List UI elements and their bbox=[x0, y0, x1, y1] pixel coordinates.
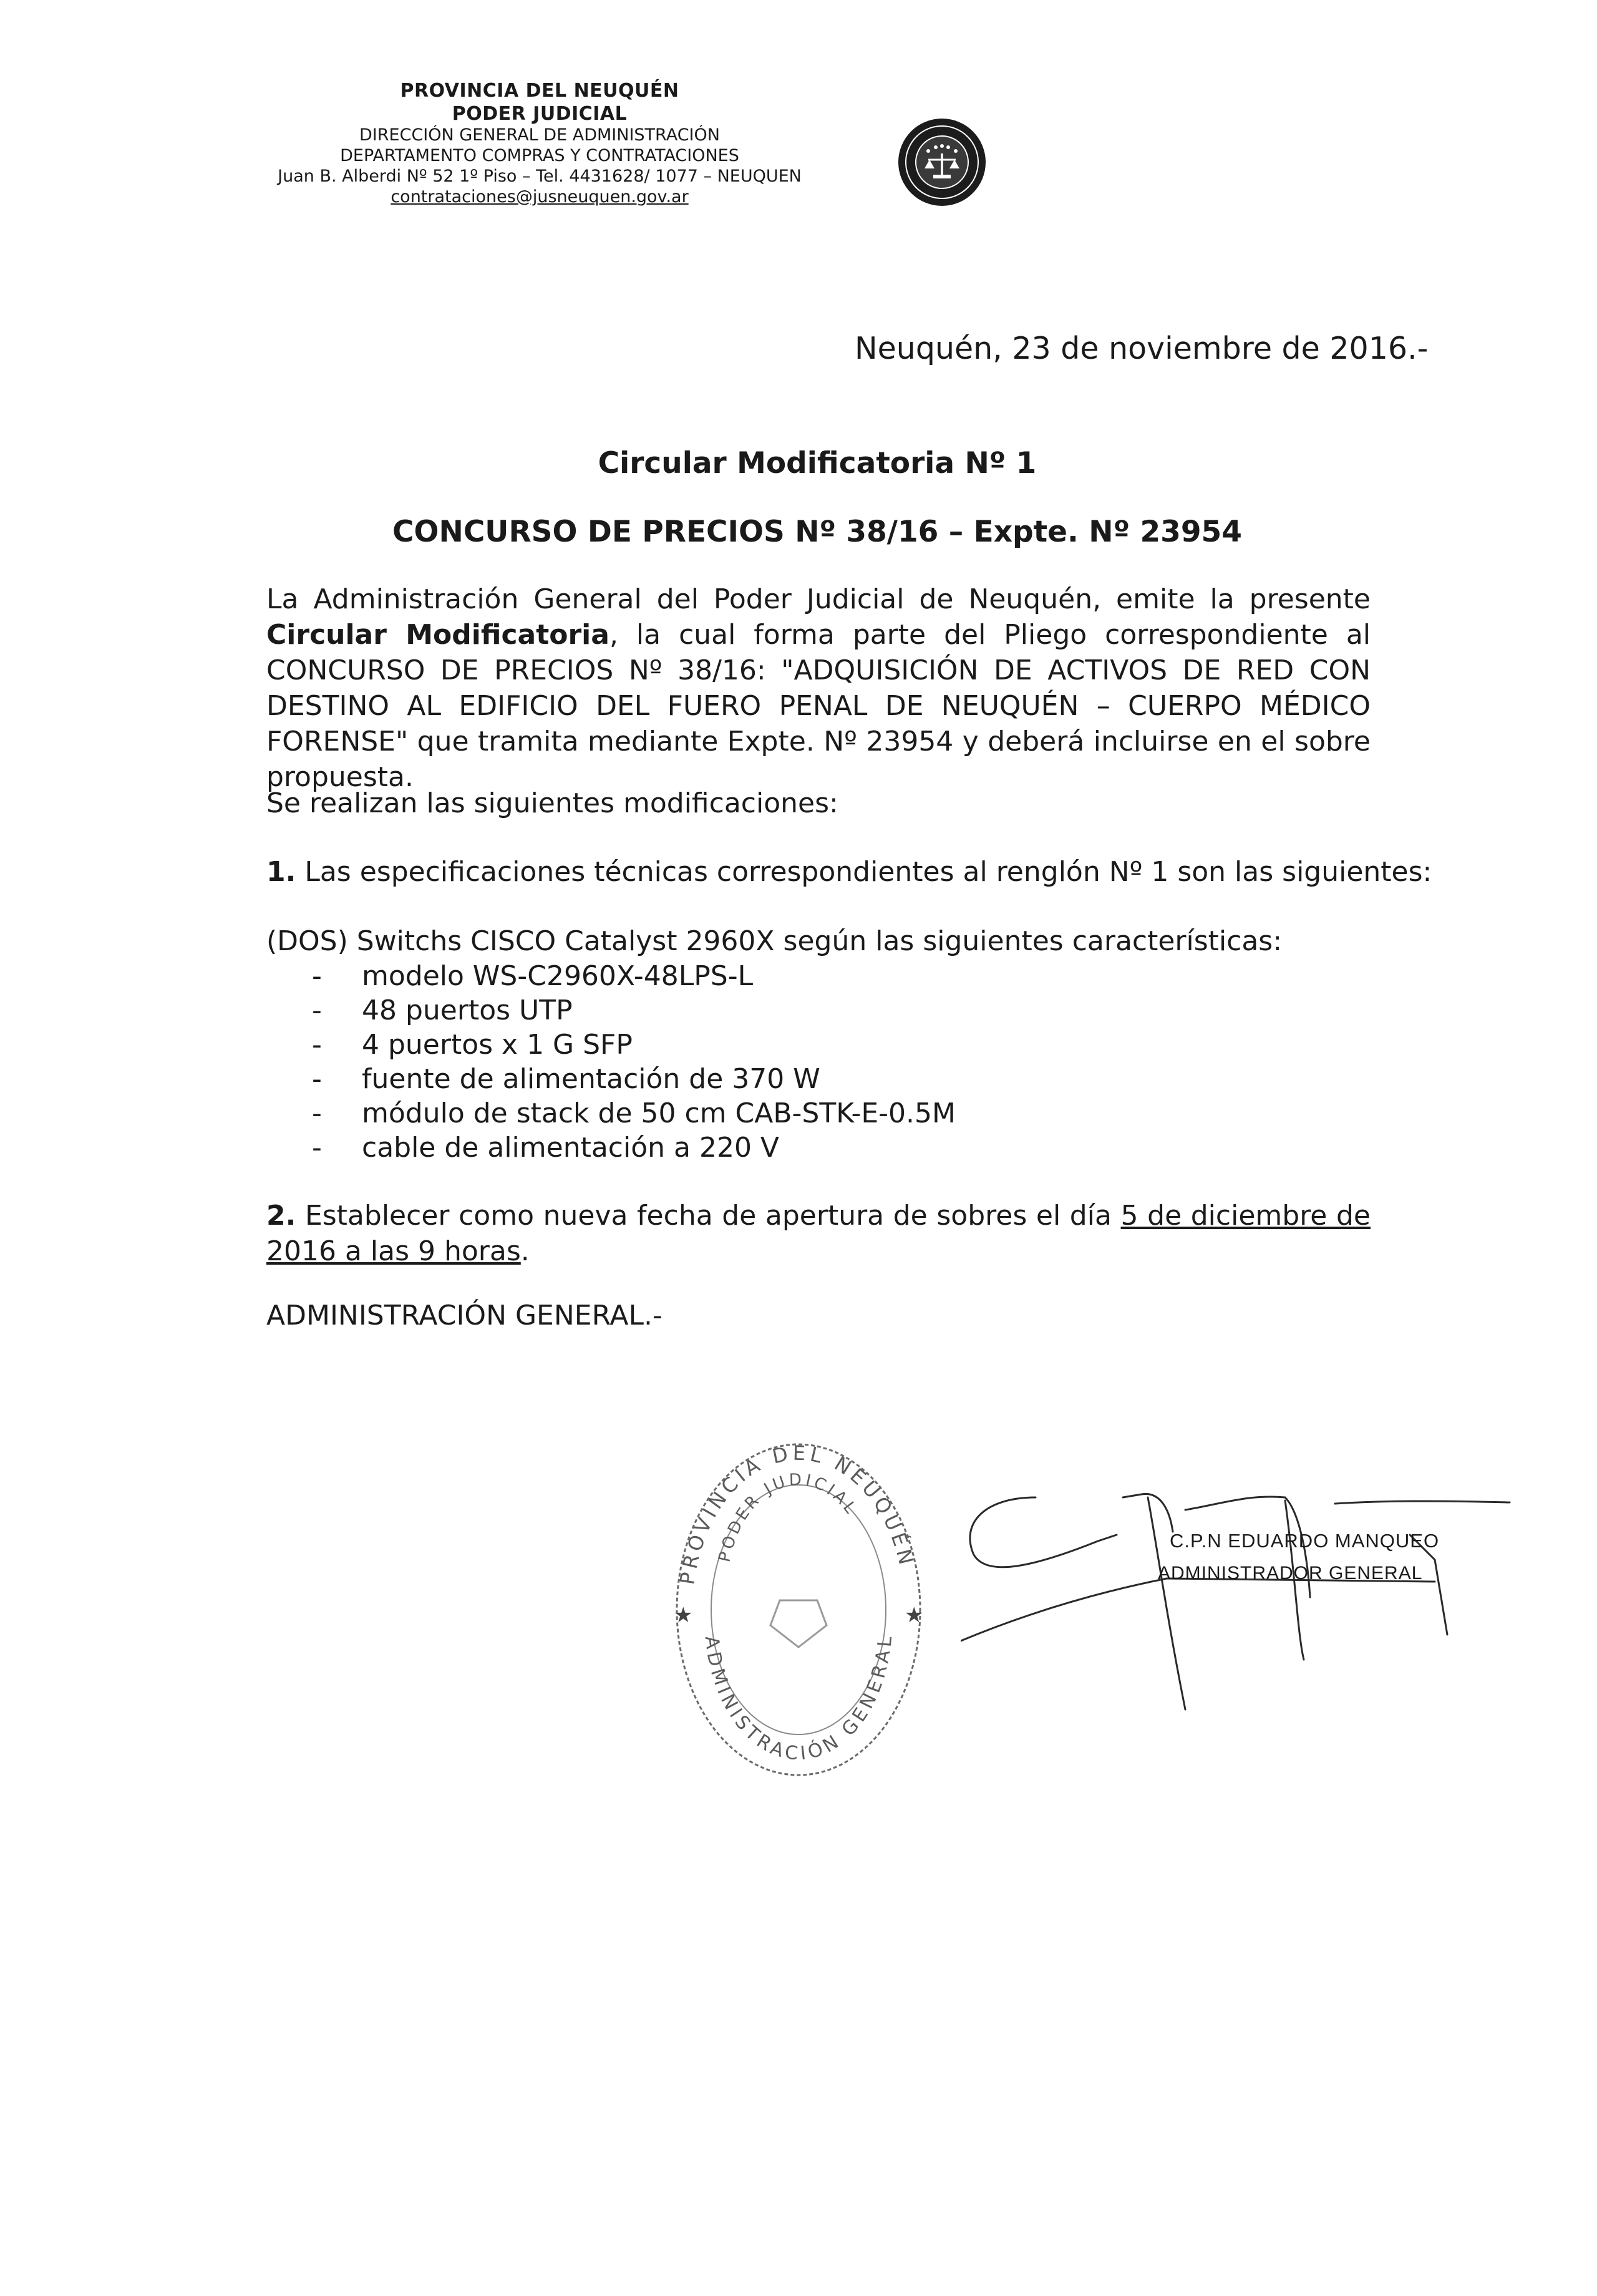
item-2-number: 2. bbox=[266, 1200, 296, 1232]
signatory-name: C.P.N EDUARDO MANQUEO bbox=[1170, 1530, 1440, 1552]
official-stamp-icon bbox=[667, 1435, 930, 1784]
item-2-date: 5 de diciembre de 2016 a las 9 horas bbox=[266, 1200, 1371, 1267]
judicial-crest-icon bbox=[885, 112, 1000, 212]
spec-text: cable de alimentación a 220 V bbox=[362, 1132, 780, 1164]
svg-text:★: ★ bbox=[905, 1603, 924, 1628]
list-item bbox=[312, 959, 956, 993]
item-2-text: Establecer como nueva fecha de apertura de sobres el día bbox=[296, 1200, 1121, 1232]
svg-text:PODER JUDICIAL: PODER JUDICIAL bbox=[715, 1470, 862, 1564]
dash-bullet: - bbox=[312, 1029, 322, 1061]
letterhead-address: Juan B. Alberdi Nº 52 1º Piso – Tel. 4431628/ 1077 – NEUQUEN bbox=[278, 167, 802, 187]
item-1 bbox=[266, 856, 1432, 888]
svg-text:ADMINISTRACIÓN GENERAL: ADMINISTRACIÓN GENERAL bbox=[700, 1632, 897, 1765]
item-1-text: Las especificaciones técnicas correspondientes al renglón Nº 1 son las siguientes: bbox=[296, 856, 1432, 888]
intro-paragraph bbox=[266, 581, 1371, 795]
item-1-number: 1. bbox=[266, 856, 296, 888]
spec-list bbox=[312, 959, 956, 1165]
document-date: Neuquén, 23 de noviembre de 2016.- bbox=[855, 331, 1429, 366]
closing-line: ADMINISTRACIÓN GENERAL.- bbox=[266, 1300, 663, 1331]
spec-text: módulo de stack de 50 cm CAB-STK-E-0.5M bbox=[362, 1097, 956, 1129]
intro-bold-text: Circular Modificatoria bbox=[266, 619, 609, 651]
intro-text-end: , la cual forma parte del Pliego correspondiente al CONCURSO DE PRECIOS Nº 38/16: "ADQUISICIÓN DE ACTIVOS DE RED CON DESTINO AL EDIFICIO DEL FUERO PENAL DE NEUQUÉN – CUERPO MÉDICO FORENSE" que tramita mediante Expte. Nº 23954 y deberá incluirse en el sobre propuesta. bbox=[266, 619, 1371, 793]
intro-text-start: La Administración General del Poder Judicial de Neuquén, emite la presente bbox=[266, 583, 1371, 615]
dash-bullet: - bbox=[312, 1132, 322, 1164]
spec-text: modelo WS-C2960X-48LPS-L bbox=[362, 960, 754, 992]
document-subtitle: CONCURSO DE PRECIOS Nº 38/16 – Expte. Nº 23954 bbox=[392, 515, 1242, 549]
specs-intro: (DOS) Switchs CISCO Catalyst 2960X según las siguientes características: bbox=[266, 925, 1283, 957]
letterhead-department: DEPARTAMENTO COMPRAS Y CONTRATACIONES bbox=[340, 146, 739, 166]
dash-bullet: - bbox=[312, 960, 322, 992]
document-title: Circular Modificatoria Nº 1 bbox=[598, 446, 1037, 480]
letterhead-email[interactable]: contrataciones@jusneuquen.gov.ar bbox=[391, 187, 689, 207]
list-item bbox=[312, 993, 956, 1028]
item-2 bbox=[266, 1198, 1371, 1269]
list-item bbox=[312, 1028, 956, 1062]
letterhead-province: PROVINCIA DEL NEUQUÉN bbox=[400, 80, 679, 102]
spec-text: 4 puertos x 1 G SFP bbox=[362, 1029, 633, 1061]
svg-text:PROVINCIA DEL NEUQUÉN: PROVINCIA DEL NEUQUÉN bbox=[675, 1441, 920, 1587]
letterhead-judicial-power: PODER JUDICIAL bbox=[452, 102, 628, 125]
dash-bullet: - bbox=[312, 995, 322, 1026]
letterhead-directorate: DIRECCIÓN GENERAL DE ADMINISTRACIÓN bbox=[359, 125, 720, 145]
modifications-intro: Se realizan las siguientes modificaciones: bbox=[266, 787, 838, 819]
list-item bbox=[312, 1062, 956, 1096]
dash-bullet: - bbox=[312, 1097, 322, 1129]
item-2-end: . bbox=[520, 1235, 530, 1267]
spec-text: fuente de alimentación de 370 W bbox=[362, 1063, 820, 1095]
list-item bbox=[312, 1131, 956, 1165]
letterhead bbox=[256, 80, 823, 208]
handwritten-signature-icon bbox=[961, 1472, 1522, 1734]
spec-text: 48 puertos UTP bbox=[362, 995, 573, 1026]
svg-text:★: ★ bbox=[674, 1603, 693, 1628]
dash-bullet: - bbox=[312, 1063, 322, 1095]
list-item bbox=[312, 1096, 956, 1131]
signatory-role: ADMINISTRADOR GENERAL bbox=[1158, 1563, 1423, 1583]
